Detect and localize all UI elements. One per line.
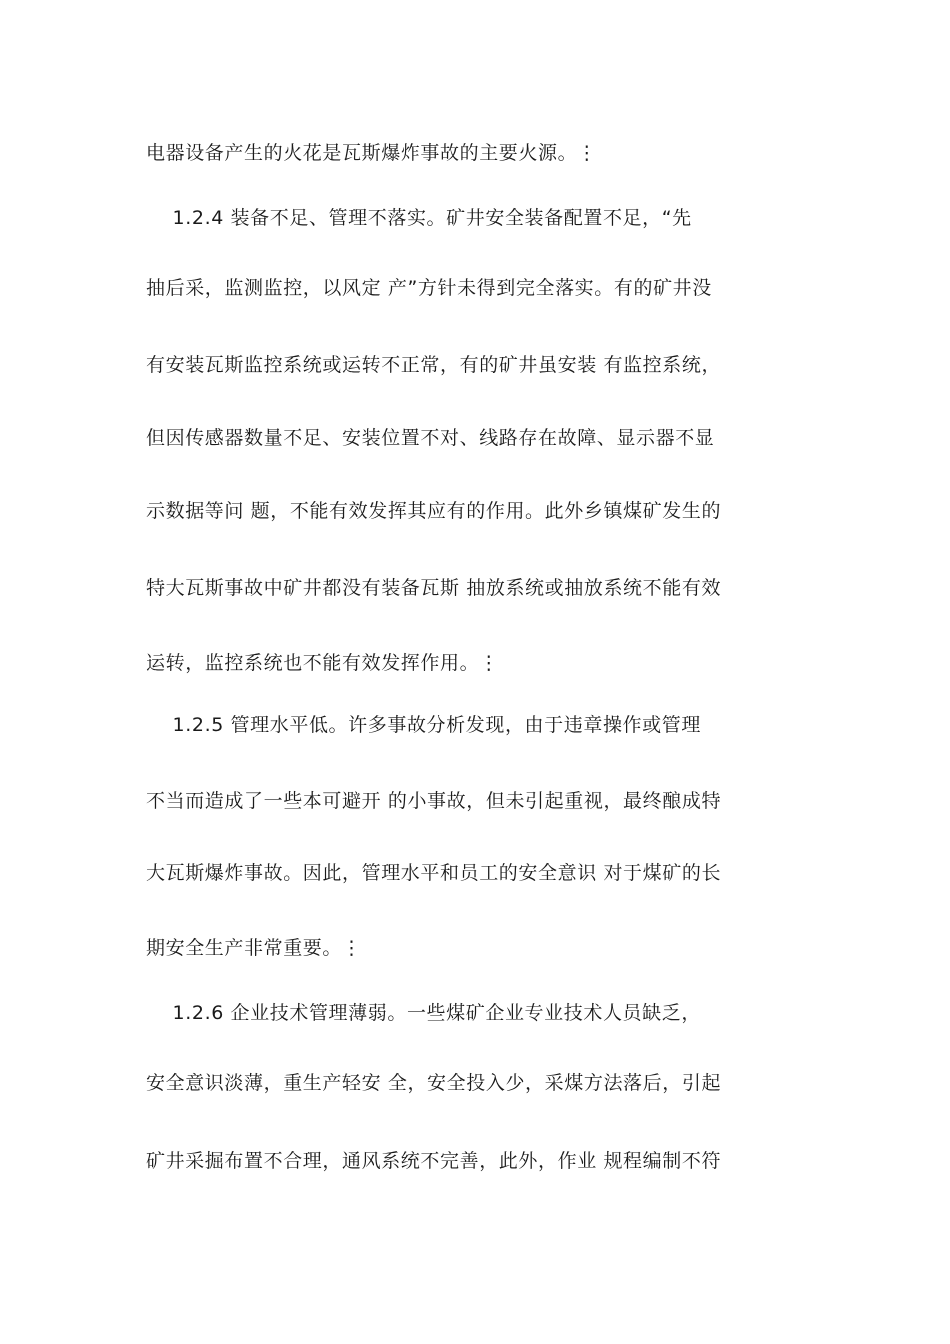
text-line: 大瓦斯爆炸事故。因此，管理水平和员工的安全意识 对于煤矿的长 — [146, 862, 722, 884]
text-line: 1.2.4 装备不足、管理不落实。矿井安全装备配置不足，“先 — [146, 207, 692, 229]
text-line: 示数据等问 题，不能有效发挥其应有的作用。此外乡镇煤矿发生的 — [146, 500, 722, 522]
text-line: 特大瓦斯事故中矿井都没有装备瓦斯 抽放系统或抽放系统不能有效 — [146, 577, 722, 599]
text-line: 期安全生产非常重要。⋮ — [146, 937, 362, 959]
text-line: 不当而造成了一些本可避开 的小事故，但未引起重视，最终酿成特 — [146, 790, 722, 812]
text-line: 抽后采，监测监控，以风定 产”方针未得到完全落实。有的矿井没 — [146, 277, 712, 299]
text-line: 电器设备产生的火花是瓦斯爆炸事故的主要火源。⋮ — [146, 142, 597, 164]
text-line: 但因传感器数量不足、安装位置不对、线路存在故障、显示器不显 — [146, 427, 715, 449]
text-line: 运转，监控系统也不能有效发挥作用。⋮ — [146, 652, 499, 674]
text-line: 1.2.6 企业技术管理薄弱。一些煤矿企业专业技术人员缺乏， — [146, 1002, 701, 1024]
text-line: 1.2.5 管理水平低。许多事故分析发现，由于违章操作或管理 — [146, 714, 701, 736]
text-line: 有安装瓦斯监控系统或运转不正常，有的矿井虽安装 有监控系统， — [146, 354, 722, 376]
text-line: 安全意识淡薄，重生产轻安 全，安全投入少，采煤方法落后，引起 — [146, 1072, 722, 1094]
text-line: 矿井采掘布置不合理，通风系统不完善，此外，作业 规程编制不符 — [146, 1150, 722, 1172]
